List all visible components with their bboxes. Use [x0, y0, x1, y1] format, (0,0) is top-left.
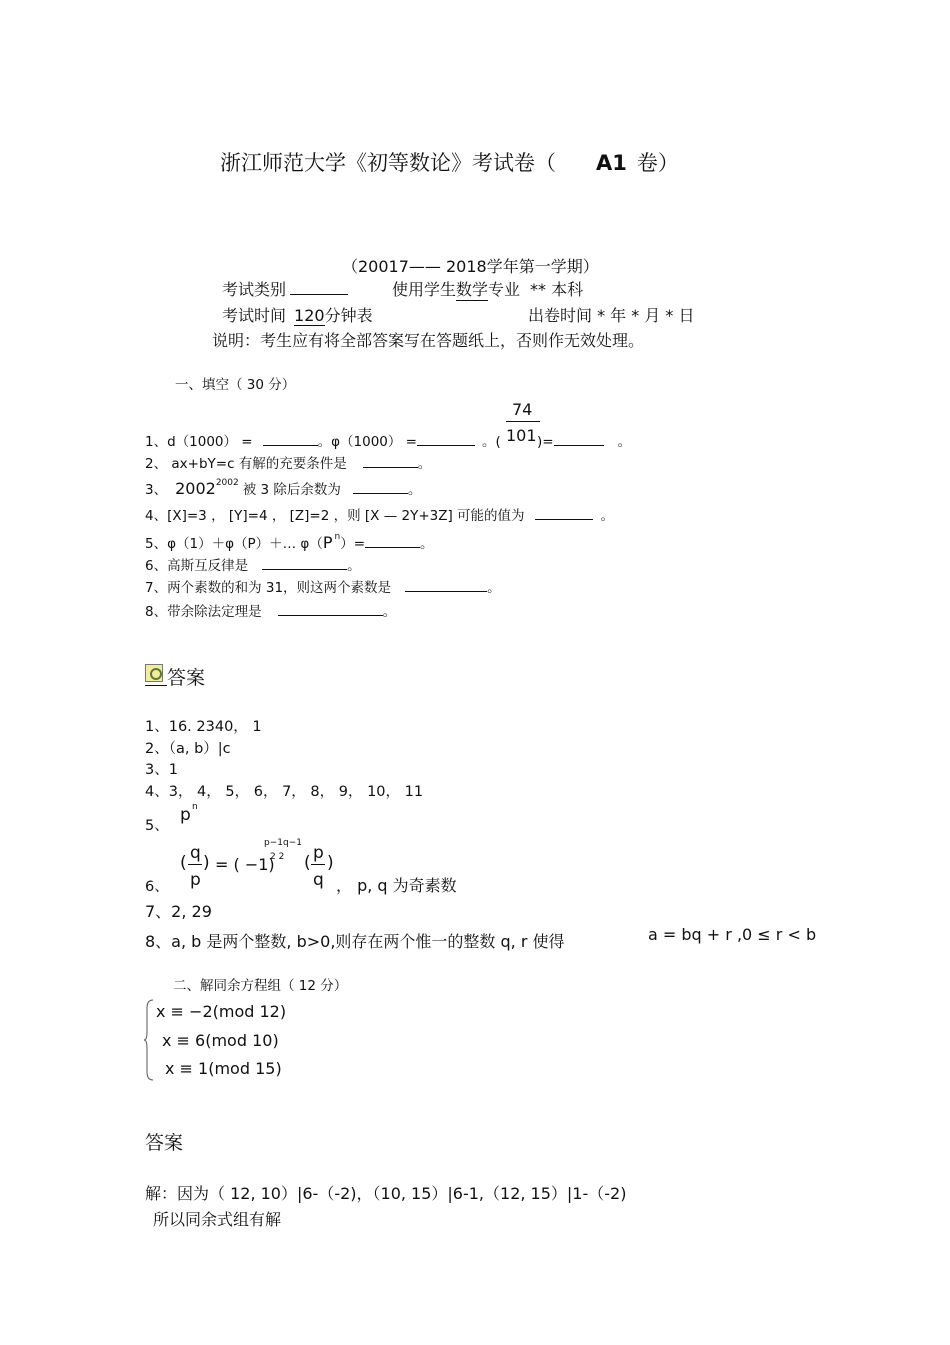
a6-lparen2: (: [304, 853, 311, 873]
q4-blank: [535, 507, 593, 520]
answer-5-n: n: [192, 802, 198, 812]
a6-exp-top: p−1q−1: [264, 838, 302, 848]
time-label: 考试时间: [222, 306, 287, 325]
a6-rparen: ): [203, 853, 210, 873]
q1-blank-3: [554, 433, 604, 446]
a6-rparen2: ): [327, 853, 334, 873]
a6-tail: ， p, q 为奇素数: [336, 876, 457, 895]
q2-text: 2、 ax+bY=c 有解的充要条件是: [145, 456, 347, 472]
q1-part-d: )=: [537, 434, 554, 450]
major: 数学: [456, 277, 488, 301]
solution-line-1: 解：因为（ 12, 10）|6-（-2)，（10, 15）|6-1,（12, 15）|1-（-2): [145, 1184, 627, 1203]
q5-p: P: [322, 533, 333, 552]
note: 说明：考生应有将全部答案写在答题纸上，否则作无效处理。: [212, 331, 645, 350]
time-value: 120: [294, 306, 325, 325]
title-end: 卷）: [636, 151, 679, 175]
q4-end: 。: [600, 508, 615, 524]
q1-part-a: 1、d（1000） =: [145, 434, 253, 450]
question-6: [145, 554, 361, 574]
a6-p: p: [190, 870, 201, 890]
exam-type-blank: [290, 282, 348, 295]
congruence-1: x ≡ −2(mod 12): [156, 1002, 287, 1021]
question-2: [145, 452, 431, 472]
major-suffix: 专业: [488, 280, 521, 299]
answer-3: 3、1: [145, 762, 178, 778]
q1-denominator: 101: [506, 426, 537, 445]
answer-8-formula: a = bq + r ,0 ≤ r < b: [648, 925, 817, 944]
q7-blank: [405, 579, 487, 592]
q8-text: 8、带余除法定理是: [145, 604, 262, 620]
a6-p2: p: [313, 843, 324, 863]
q5-text: 5、φ（1）＋φ（P）＋… φ（: [145, 536, 323, 552]
q2-blank: [363, 455, 418, 468]
q5-blank: [365, 535, 420, 548]
answer-8: 8、a, b 是两个整数, b>0,则存在两个惟一的整数 q, r 使得: [145, 932, 565, 951]
use-row: [392, 277, 583, 301]
q8-blank: [278, 603, 383, 616]
q1-blank-1: [263, 433, 318, 446]
answers1-heading: 答案: [167, 667, 206, 689]
q1-paren: 。(: [482, 434, 501, 450]
q3-label: 3、: [145, 482, 168, 498]
exam-type-row: [222, 277, 348, 300]
question-7: [145, 576, 501, 596]
time-row: [222, 303, 373, 326]
answer-1: 1、16. 2340， 1: [145, 719, 262, 735]
q3-text: 被 3 除后余数为: [242, 482, 341, 498]
question-4: [145, 504, 614, 524]
answer-7: 7、2, 29: [145, 902, 212, 921]
a6-equals: = ( −1): [215, 855, 275, 874]
answer-6-label: 6、: [145, 879, 169, 895]
q1-tail: [537, 430, 631, 450]
q1-fraction-line: [506, 421, 540, 422]
time-unit: 分钟表: [324, 306, 373, 325]
title-tag: A1: [596, 151, 627, 175]
q5-n: n: [334, 532, 341, 542]
congruence-3: x ≡ 1(mod 15): [165, 1059, 282, 1078]
q3-exponent: 2002: [215, 478, 239, 488]
q3-base: 2002: [175, 479, 216, 498]
q1-numerator: 74: [512, 400, 533, 419]
a6-exp-bot: 2 2: [270, 852, 285, 862]
title-text: 浙江师范大学《初等数论》考试卷（: [220, 151, 556, 175]
q6-blank: [262, 557, 347, 570]
section1-heading: 一、填空（ 30 分）: [175, 377, 296, 393]
section2-heading: 二、解同余方程组（ 12 分）: [173, 978, 348, 994]
q6-end: 。: [347, 558, 361, 574]
q1-blank-2: [417, 433, 475, 446]
term: （20017—— 2018学年第一学期）: [342, 257, 599, 276]
q7-end: 。: [487, 580, 501, 596]
answer-5-label: 5、: [145, 818, 169, 834]
q5-text-b: ）=: [340, 536, 366, 552]
q6-text: 6、高斯互反律是: [145, 558, 249, 574]
q8-end: 。: [382, 604, 397, 620]
issue-date: 出卷时间 * 年 * 月 * 日: [528, 306, 695, 325]
question-5: [145, 532, 434, 552]
a6-q: q: [190, 843, 201, 863]
a6-q2: q: [313, 870, 324, 890]
use-label: 使用学生: [392, 280, 457, 299]
q4-text: 4、[X]=3 ， [Y]=4 ， [Z]=2 ，则 [X — 2Y+3Z] 可能的值为: [145, 508, 525, 524]
solution-line-2: 所以同余式组有解: [153, 1210, 282, 1229]
page-title: [220, 147, 679, 177]
level: ** 本科: [530, 280, 584, 299]
exam-type-label: 考试类别: [222, 280, 287, 299]
question-3: [145, 478, 421, 498]
answers2-heading: 答案: [145, 1132, 184, 1154]
q3-end: 。: [407, 482, 422, 498]
system-brace: [143, 998, 155, 1082]
answer-5-p: p: [180, 805, 191, 825]
q1-part-b: 。φ（1000） =: [317, 434, 417, 450]
note-icon: [145, 664, 163, 682]
answer-4: 4、3， 4， 5， 6， 7， 8， 9， 10， 11: [145, 784, 424, 800]
question-8: [145, 600, 396, 620]
a6-frac2-line: [311, 864, 325, 865]
answer-2: 2、（a, b）|c: [145, 741, 231, 757]
a6-frac1-line: [188, 864, 202, 865]
congruence-2: x ≡ 6(mod 10): [162, 1031, 279, 1050]
a6-lparen: (: [180, 853, 187, 873]
q5-end: 。: [420, 536, 434, 552]
q1-part-e: 。: [617, 434, 632, 450]
question-1: [145, 430, 475, 450]
note-icon-underline: [145, 685, 167, 686]
q3-blank: [353, 481, 408, 494]
q2-end: 。: [417, 456, 432, 472]
q7-text: 7、两个素数的和为 31，则这两个素数是: [145, 580, 392, 596]
